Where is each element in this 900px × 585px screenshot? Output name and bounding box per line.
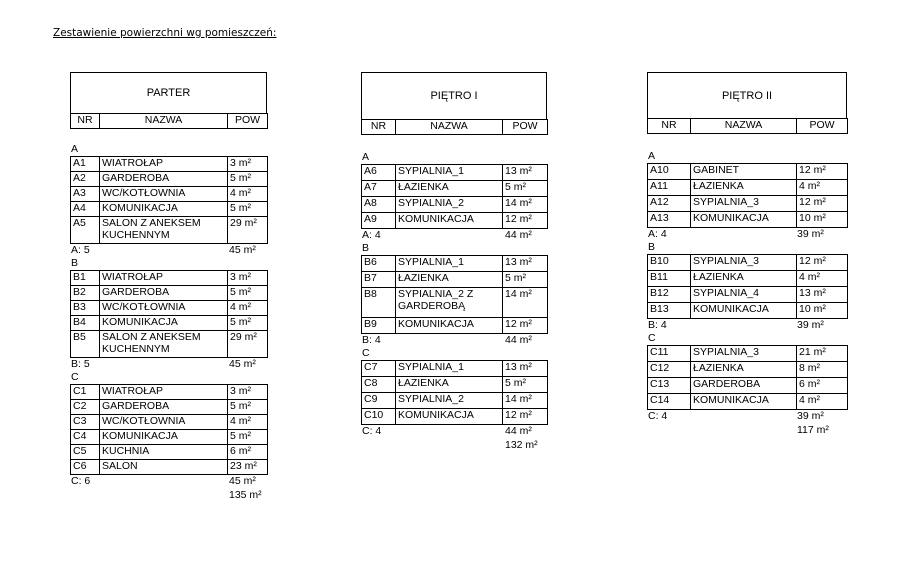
room-name: ŁAZIENKA: [691, 271, 797, 287]
group-label: A: [648, 150, 656, 162]
table-row: [362, 409, 548, 425]
group-summary: [361, 425, 547, 438]
room-name: WIATROŁAP: [100, 385, 228, 400]
table-row: [362, 165, 548, 181]
room-name: GARDEROBA: [100, 172, 228, 187]
room-name: WC/KOTŁOWNIA: [100, 301, 228, 316]
table-row: [71, 271, 268, 286]
total-area: 135 m²: [229, 489, 262, 501]
group-count: C: 4: [362, 425, 382, 437]
room-area: 4 m²: [797, 180, 848, 196]
room-area: 8 m²: [797, 362, 848, 378]
room-area: 23 m²: [228, 460, 268, 475]
room-area: 13 m²: [503, 256, 548, 272]
column-area: POW: [797, 119, 848, 134]
table-row: [648, 346, 848, 362]
group-label: B: [648, 241, 656, 253]
group-sum: 39 m²: [797, 228, 824, 240]
room-name: ŁAZIENKA: [691, 180, 797, 196]
room-nr: B7: [362, 272, 396, 288]
room-nr: B13: [648, 303, 691, 319]
table-row: [71, 385, 268, 400]
rooms-table: [647, 345, 848, 410]
room-area: 13 m²: [503, 165, 548, 181]
room-nr: C11: [648, 346, 691, 362]
room-area: 29 m²: [228, 217, 268, 244]
room-name: KOMUNIKACJA: [396, 213, 503, 229]
room-nr: B12: [648, 287, 691, 303]
column-nr: NR: [71, 114, 100, 129]
room-name: SYPIALNIA_4: [691, 287, 797, 303]
room-name: SALON Z ANEKSEM KUCHENNYM: [100, 217, 228, 244]
room-nr: A8: [362, 197, 396, 213]
table-row: [71, 172, 268, 187]
room-name: ŁAZIENKA: [691, 362, 797, 378]
table-row: [71, 187, 268, 202]
room-nr: C12: [648, 362, 691, 378]
room-area: 5 m²: [228, 286, 268, 301]
table-row: [648, 303, 848, 319]
table-row: [362, 377, 548, 393]
table-row: [648, 394, 848, 410]
group-sum: 44 m²: [505, 229, 532, 241]
room-name: SYPIALNIA_2 Z GARDEROBĄ: [396, 288, 503, 318]
document-title: Zestawienie powierzchni wg pomieszczeń:: [53, 27, 277, 39]
room-nr: A12: [648, 196, 691, 212]
column-nr: NR: [362, 120, 396, 135]
group-sum: 44 m²: [505, 334, 532, 346]
group-label: A: [362, 151, 370, 163]
room-nr: C7: [362, 361, 396, 377]
room-nr: C8: [362, 377, 396, 393]
room-area: 14 m²: [503, 197, 548, 213]
column-name: NAZWA: [691, 119, 797, 134]
group-summary: [361, 229, 547, 242]
group-summary: [647, 228, 847, 241]
table-row: [362, 288, 548, 318]
room-area: 12 m²: [503, 409, 548, 425]
room-name: KOMUNIKACJA: [100, 202, 228, 217]
group-count: A: 4: [362, 229, 381, 241]
column-name: NAZWA: [100, 114, 228, 129]
room-name: WC/KOTŁOWNIA: [100, 415, 228, 430]
room-area: 13 m²: [503, 361, 548, 377]
table-row: [362, 393, 548, 409]
room-name: KOMUNIKACJA: [396, 318, 503, 334]
room-area: 12 m²: [797, 255, 848, 271]
rooms-table: [70, 156, 268, 244]
room-name: KOMUNIKACJA: [100, 430, 228, 445]
table-row: [648, 287, 848, 303]
room-name: KOMUNIKACJA: [100, 316, 228, 331]
room-area: 4 m²: [228, 415, 268, 430]
group-label: B: [362, 242, 370, 254]
rooms-table: [361, 360, 548, 425]
room-area: 12 m²: [503, 213, 548, 229]
room-name: SYPIALNIA_3: [691, 255, 797, 271]
rooms-table: [70, 270, 268, 358]
room-nr: B10: [648, 255, 691, 271]
room-name: WC/KOTŁOWNIA: [100, 187, 228, 202]
rooms-table: [361, 164, 548, 229]
room-area: 3 m²: [228, 157, 268, 172]
room-area: 5 m²: [228, 202, 268, 217]
room-area: 5 m²: [228, 430, 268, 445]
room-name: ŁAZIENKA: [396, 377, 503, 393]
table-row: [71, 286, 268, 301]
room-nr: B9: [362, 318, 396, 334]
table-row: [362, 272, 548, 288]
room-area: 6 m²: [797, 378, 848, 394]
room-area: 5 m²: [228, 400, 268, 415]
room-area: 4 m²: [228, 301, 268, 316]
group-count: C: 6: [71, 475, 91, 487]
room-nr: C3: [71, 415, 100, 430]
sheet-pietro-2: [647, 72, 847, 437]
table-row: [648, 180, 848, 196]
room-nr: B5: [71, 331, 100, 358]
room-name: SYPIALNIA_3: [691, 196, 797, 212]
group-sum: 45 m²: [229, 244, 256, 256]
table-row: [71, 301, 268, 316]
table-row: [71, 415, 268, 430]
column-area: POW: [228, 114, 268, 129]
table-row: [362, 181, 548, 197]
room-nr: B2: [71, 286, 100, 301]
table-row: [71, 316, 268, 331]
group-summary: [70, 475, 267, 488]
table-row: [362, 213, 548, 229]
room-name: KOMUNIKACJA: [691, 394, 797, 410]
group-label: C: [362, 347, 370, 359]
room-area: 10 m²: [797, 303, 848, 319]
sheet-parter: [70, 72, 267, 502]
group-summary: [70, 244, 267, 257]
room-area: 29 m²: [228, 331, 268, 358]
table-row: [648, 378, 848, 394]
table-row: [648, 255, 848, 271]
group-count: B: 5: [71, 358, 90, 370]
room-area: 14 m²: [503, 393, 548, 409]
rooms-table: [70, 384, 268, 475]
rooms-table: [361, 255, 548, 334]
group-sum: 44 m²: [505, 425, 532, 437]
table-row: [71, 445, 268, 460]
column-nr: NR: [648, 119, 691, 134]
group-summary: [647, 410, 847, 423]
room-area: 12 m²: [797, 196, 848, 212]
room-area: 13 m²: [797, 287, 848, 303]
table-row: [71, 202, 268, 217]
room-nr: A13: [648, 212, 691, 228]
table-row: [648, 196, 848, 212]
room-name: GARDEROBA: [691, 378, 797, 394]
room-nr: B3: [71, 301, 100, 316]
table-row: [648, 362, 848, 378]
room-nr: B4: [71, 316, 100, 331]
rooms-table: [647, 163, 848, 228]
group-count: C: 4: [648, 410, 668, 422]
room-name: GARDEROBA: [100, 286, 228, 301]
room-area: 14 m²: [503, 288, 548, 318]
room-nr: A6: [362, 165, 396, 181]
room-name: SALON Z ANEKSEM KUCHENNYM: [100, 331, 228, 358]
room-area: 5 m²: [228, 316, 268, 331]
room-name: SYPIALNIA_3: [691, 346, 797, 362]
room-nr: A10: [648, 164, 691, 180]
room-area: 12 m²: [503, 318, 548, 334]
room-nr: C13: [648, 378, 691, 394]
room-nr: C2: [71, 400, 100, 415]
table-row: [362, 256, 548, 272]
group-sum: 39 m²: [797, 319, 824, 331]
table-row: [648, 271, 848, 287]
room-area: 3 m²: [228, 385, 268, 400]
room-area: 4 m²: [797, 271, 848, 287]
room-nr: A1: [71, 157, 100, 172]
room-name: SYPIALNIA_2: [396, 393, 503, 409]
sheet-total: [70, 488, 267, 502]
room-name: GABINET: [691, 164, 797, 180]
room-area: 3 m²: [228, 271, 268, 286]
table-row: [648, 164, 848, 180]
room-area: 10 m²: [797, 212, 848, 228]
room-nr: C4: [71, 430, 100, 445]
table-row: [71, 331, 268, 358]
total-area: 117 m²: [797, 424, 829, 436]
room-area: 5 m²: [503, 272, 548, 288]
room-nr: A4: [71, 202, 100, 217]
total-area: 132 m²: [505, 439, 538, 451]
table-row: [71, 430, 268, 445]
sheet-header: PIĘTRO I: [361, 72, 547, 120]
table-row: [71, 217, 268, 244]
room-name: KOMUNIKACJA: [691, 212, 797, 228]
room-nr: C6: [71, 460, 100, 475]
room-area: 12 m²: [797, 164, 848, 180]
room-name: KOMUNIKACJA: [691, 303, 797, 319]
room-name: ŁAZIENKA: [396, 272, 503, 288]
room-nr: C9: [362, 393, 396, 409]
group-label: B: [71, 257, 79, 269]
room-area: 5 m²: [228, 172, 268, 187]
room-nr: C10: [362, 409, 396, 425]
table-row: [648, 212, 848, 228]
room-nr: B11: [648, 271, 691, 287]
room-area: 6 m²: [228, 445, 268, 460]
room-nr: B6: [362, 256, 396, 272]
sheet-pietro-1: [361, 72, 547, 452]
group-sum: 45 m²: [229, 475, 256, 487]
column-headers: [361, 119, 548, 135]
room-name: KUCHNIA: [100, 445, 228, 460]
room-area: 4 m²: [797, 394, 848, 410]
group-count: A: 4: [648, 228, 667, 240]
column-area: POW: [503, 120, 548, 135]
sheet-header: PARTER: [70, 72, 267, 114]
room-nr: C1: [71, 385, 100, 400]
room-name: WIATROŁAP: [100, 157, 228, 172]
column-headers: [70, 113, 268, 129]
room-nr: A7: [362, 181, 396, 197]
sheet-header: PIĘTRO II: [647, 72, 847, 119]
group-sum: 45 m²: [229, 358, 256, 370]
group-count: B: 4: [362, 334, 381, 346]
table-row: [71, 460, 268, 475]
table-row: [71, 400, 268, 415]
column-name: NAZWA: [396, 120, 503, 135]
room-nr: A9: [362, 213, 396, 229]
group-label: A: [71, 143, 79, 155]
table-row: [71, 157, 268, 172]
group-sum: 39 m²: [797, 410, 824, 422]
table-row: [362, 361, 548, 377]
room-name: GARDEROBA: [100, 400, 228, 415]
room-nr: A11: [648, 180, 691, 196]
room-name: SYPIALNIA_1: [396, 165, 503, 181]
group-count: B: 4: [648, 319, 667, 331]
group-count: A: 5: [71, 244, 90, 256]
room-nr: C5: [71, 445, 100, 460]
room-nr: A5: [71, 217, 100, 244]
column-headers: [647, 118, 848, 134]
room-nr: B8: [362, 288, 396, 318]
group-label: C: [71, 371, 79, 383]
table-row: [362, 318, 548, 334]
group-label: C: [648, 332, 656, 344]
rooms-table: [647, 254, 848, 319]
group-summary: [647, 319, 847, 332]
table-row: [362, 197, 548, 213]
room-area: 21 m²: [797, 346, 848, 362]
room-nr: B1: [71, 271, 100, 286]
room-nr: A3: [71, 187, 100, 202]
room-nr: A2: [71, 172, 100, 187]
group-summary: [361, 334, 547, 347]
room-name: SALON: [100, 460, 228, 475]
group-summary: [70, 358, 267, 371]
room-area: 5 m²: [503, 377, 548, 393]
room-name: SYPIALNIA_2: [396, 197, 503, 213]
room-area: 5 m²: [503, 181, 548, 197]
room-name: SYPIALNIA_1: [396, 361, 503, 377]
room-area: 4 m²: [228, 187, 268, 202]
sheet-total: [361, 438, 547, 452]
room-nr: C14: [648, 394, 691, 410]
room-name: KOMUNIKACJA: [396, 409, 503, 425]
sheet-total: [647, 423, 847, 437]
room-name: SYPIALNIA_1: [396, 256, 503, 272]
room-name: WIATROŁAP: [100, 271, 228, 286]
room-name: ŁAZIENKA: [396, 181, 503, 197]
